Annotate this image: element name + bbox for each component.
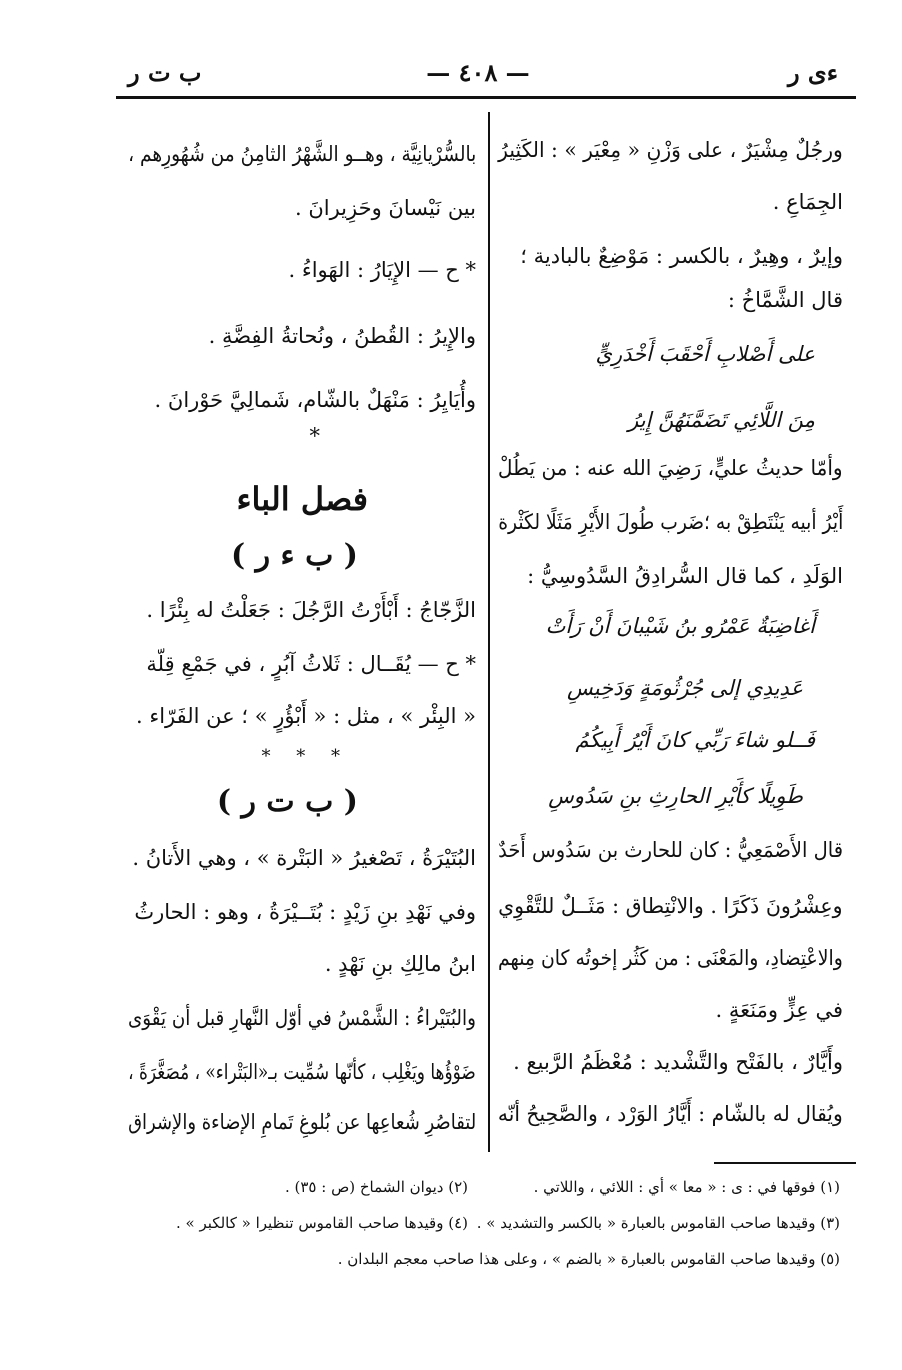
footnote: (٥) وقيدها صاحب القاموس بالعبارة « بالضم » ، وعلى هذا صاحب معجم البلدان . (337, 1250, 840, 1268)
text-line: ابنُ مالِكِ بنِ نَهْدٍ . (324, 952, 476, 976)
verse-line: على أَصْلابِ أَحْقَبَ أَخْدَرِيٍّ (595, 342, 815, 366)
footnote: (٢) ديوان الشماخ (ص : ٣٥) . (284, 1178, 468, 1196)
running-head-root-left: ب ت ر (128, 58, 202, 87)
text-line: وأمّا حديثُ عليٍّ، رَضِيَ الله عنه : من يَطُلْ (498, 456, 843, 480)
text-line: قال الأَصْمَعِيُّ : كان للحارث بن سَدُوس أَحَدٌ (498, 838, 843, 862)
verse-line: مِنَ اللَّائِي تَضَمَّنَهُنَّ إِيرُ (628, 408, 815, 432)
verse-line: فَــلو شاءَ رَبِّي كانَ أَيْرُ أَبِيكُمُ (575, 728, 815, 752)
text-line: * ح — الإِيَارُ : الهَواءُ . (288, 258, 476, 282)
verse-line: طَوِيلًا كأَيْرِ الحارِثِ بنِ سَدُوسِ (548, 784, 803, 808)
section-heading: فصل الباء (236, 480, 368, 518)
text-line: « البِئْر » ، مثل : « أَبْؤُرٍ » ؛ عن الفَرّاء . (135, 704, 476, 728)
text-line: في عِزٍّ ومَنَعَةٍ . (715, 998, 843, 1022)
footnote: (٤) وقيدها صاحب القاموس تنظيرا « كالكبر » . (176, 1214, 468, 1232)
column-divider (488, 112, 490, 1152)
verse-line: عَدِيدِي إلى جُرْثُومَةٍ وَدَخِيسِ (567, 676, 803, 700)
verse-line: أَغاضِبَةٌ عَمْرُو بنُ شَيْبانَ أَنْ رَأَتْ (545, 614, 815, 638)
root-heading: ( ب ء ر ) (230, 538, 358, 573)
text-line: وفي نَهْدِ بنِ زَيْدٍ : بُتَــيْرَةُ ، وهو : الحارثُ (134, 900, 476, 924)
footnote: (٣) وقيدها صاحب القاموس بالعبارة « بالكسر والتشديد » . (476, 1214, 840, 1232)
header-rule (116, 96, 856, 99)
text-line: والاعْتِضادِ، والمَعْنَى : من كَثُر إخوتُه كان مِنهم (498, 946, 843, 970)
text-line: البُتَيْرَةُ ، تَصْغيرُ « البَتْرة » ، وهي الأَتانُ . (132, 846, 476, 870)
running-head-root-right: ءى ر (787, 58, 838, 87)
text-line: لتقاصُرِ شُعاعِها عن بُلوغِ تَمامِ الإضاءة والإشراق (127, 1110, 476, 1134)
text-line: والإِيرُ : القُطنُ ، ونُحاتةُ الفِضَّةِ . (208, 324, 476, 348)
text-line: بين نَيْسانَ وحَزِيرانَ . (294, 196, 476, 220)
text-line: وأَيَّارٌ ، بالفَتْح والتَّشْديد : مُعْظَمُ الرَّبيع . (513, 1050, 843, 1074)
page-number: — ٤٠٨ — (426, 58, 530, 87)
footnote-rule (714, 1162, 856, 1164)
text-line: الجِمَاعِ . (772, 190, 843, 214)
text-line: بالسُّرْيانِيَّة ، وهــو الشَّهْرُ الثامِنُ من شُهُورِهم ، (127, 142, 476, 166)
text-line: وعِشْرُونَ ذَكَرًا . والانْتِطاق : مَثَــلٌ للتَّقْوِي (498, 894, 843, 918)
text-line: وأُيَايِرُ : مَنْهَلٌ بالشّام، شَمالِيَّ حَوْرانَ . (154, 388, 476, 412)
text-line: وإيرٌ ، وهِيرٌ ، بالكسر : مَوْضِعٌ بالبادية ؛ (520, 244, 843, 268)
text-line: قال الشَّمَّاخُ : (727, 288, 843, 312)
text-line: والبُتَيْراءُ : الشَّمْسُ في أوّل النَّهارِ قبل أن يَقْوَى (128, 1006, 476, 1030)
text-line: الزَّجّاجُ : أَبْأَرْتُ الرَّجُلَ : جَعَلْتُ له بِئْرًا . (146, 598, 476, 622)
text-line: أَيْرُ أبيه يَنْتَطِقْ به ؛ضَرب طُولَ الأَيْرِ مَثَلًا لكَثْرة (497, 510, 843, 534)
footnote: (١) فوقها في : ى : « معا » أي : اللائي ، واللاتي . (533, 1178, 840, 1196)
running-head (118, 58, 838, 92)
root-heading: ( ب ت ر ) (216, 784, 358, 819)
text-line: الوَلَدِ ، كما قال السُّرادِقُ السَّدُوسِيُّ : (527, 564, 843, 588)
text-line: * ح — يُقَــال : ثَلاثُ آبُرٍ ، في جَمْعِ قِلّة (146, 652, 476, 676)
text-line: ضَوْؤُها ويَغْلِب ، كأنّها سُمِّيت بـ«البَتْراء» ، مُصَغَّرَةً ، (128, 1060, 476, 1084)
ornament-stars: * * * (261, 746, 350, 767)
text-line: ورجُلٌ مِشْيَرٌ ، على وَزْنِ « مِعْيَر » : الكَثِيرُ (498, 138, 843, 162)
ornament-star: * (309, 424, 320, 448)
text-line: ويُقال له بالشّام : أَيَّارُ الوَرْد ، والصَّحِيحُ أنّه (498, 1102, 843, 1126)
